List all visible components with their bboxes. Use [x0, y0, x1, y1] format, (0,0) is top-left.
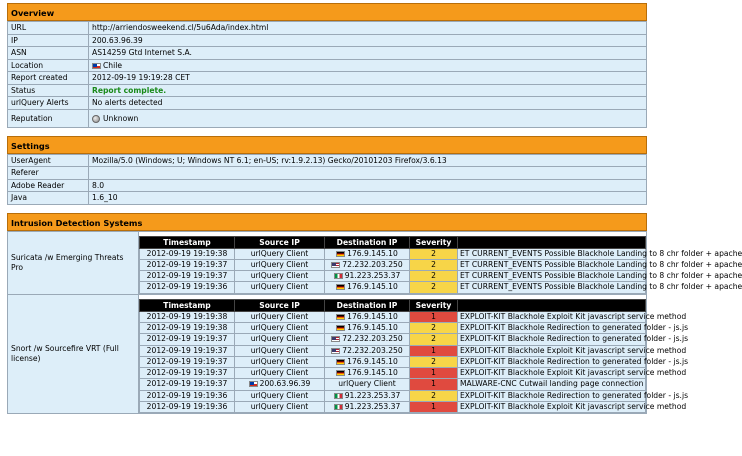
- alert-severity: [410, 345, 458, 356]
- alert-timestamp: [140, 259, 235, 270]
- col-header-source-ip: Source IP: [235, 236, 325, 248]
- alert-source-ip: [235, 311, 325, 322]
- alert-severity: [410, 259, 458, 270]
- alert-timestamp-text: 2012-09-19 19:19:37: [146, 379, 228, 389]
- alert-row: [140, 356, 646, 367]
- alert-destination-ip-text: 91.223.253.37: [344, 390, 401, 400]
- alert-signature-text: EXPLOIT-KIT Blackhole Redirection to generated folder - js.js: [460, 334, 689, 344]
- ids-name-line2: license): [11, 354, 41, 364]
- alert-timestamp-text: 2012-09-19 19:19:37: [146, 259, 228, 269]
- alert-severity-text: 1: [431, 368, 436, 378]
- ids-alerts-cell: [139, 231, 742, 294]
- col-header-timestamp: Timestamp: [140, 236, 235, 248]
- alert-severity: [410, 282, 458, 293]
- us-flag-icon: [331, 262, 340, 268]
- overview-key: IP: [8, 34, 89, 47]
- alert-row: [140, 402, 646, 413]
- alert-timestamp-text: 2012-09-19 19:19:38: [146, 248, 228, 258]
- settings-key: UserAgent: [8, 154, 89, 167]
- alert-signature: [458, 379, 646, 390]
- location-text: Chile: [103, 60, 123, 70]
- alert-signature-text: EXPLOIT-KIT Blackhole Redirection to generated folder - js.js: [460, 390, 689, 400]
- alert-severity: [410, 311, 458, 322]
- alert-timestamp-text: 2012-09-19 19:19:37: [146, 368, 228, 378]
- alert-severity: [410, 334, 458, 345]
- overview-key: Location: [8, 59, 89, 72]
- alert-source-ip-text: urlQuery Client: [250, 282, 309, 292]
- alert-timestamp: [140, 402, 235, 413]
- reputation-text: Unknown: [103, 113, 139, 123]
- alert-severity: [410, 271, 458, 282]
- ip-value: 200.63.96.39: [89, 34, 647, 47]
- alert-source-ip: [235, 282, 325, 293]
- alert-timestamp: [140, 322, 235, 333]
- alert-row: [140, 345, 646, 356]
- col-header-destination-ip: Destination IP: [325, 236, 410, 248]
- alert-timestamp: [140, 356, 235, 367]
- overview-row-report-created: [8, 72, 647, 85]
- alert-timestamp: [140, 248, 235, 259]
- alert-destination-ip: [325, 259, 410, 270]
- alert-severity-text: 1: [431, 402, 436, 412]
- alert-timestamp-text: 2012-09-19 19:19:37: [146, 356, 228, 366]
- alert-destination-ip-text: urlQuery Client: [338, 379, 396, 389]
- adobe-reader-value: 8.0: [89, 179, 647, 192]
- alert-severity-text: 2: [431, 282, 436, 292]
- ids-name-line2: Pro: [11, 262, 24, 272]
- alert-source-ip-text: urlQuery Client: [250, 368, 309, 378]
- de-flag-icon: [336, 370, 345, 376]
- alert-severity: [410, 356, 458, 367]
- report-frame: [7, 3, 742, 456]
- de-flag-icon: [336, 314, 345, 320]
- alert-destination-ip-text: 176.9.145.10: [347, 311, 398, 321]
- col-header-destination-ip: Destination IP: [325, 299, 410, 311]
- alert-timestamp: [140, 379, 235, 390]
- it-flag-icon: [334, 393, 343, 399]
- report-created-value: 2012-09-19 19:19:28 CET: [89, 72, 647, 85]
- overview-table: [7, 21, 647, 128]
- overview-header: Overview: [7, 3, 647, 21]
- col-header-signature: [458, 236, 646, 248]
- alert-signature-text: EXPLOIT-KIT Blackhole Exploit Kit javascript service method: [460, 345, 687, 355]
- overview-row-location: [8, 59, 647, 72]
- url-value: http://arriendosweekend.cl/5u6Ada/index.html: [89, 22, 647, 35]
- alert-destination-ip: [325, 368, 410, 379]
- settings-key: Adobe Reader: [8, 179, 89, 192]
- de-flag-icon: [336, 251, 345, 257]
- alert-destination-ip: [325, 379, 410, 390]
- alert-signature: [458, 311, 687, 322]
- alert-severity-text: 2: [431, 334, 436, 344]
- alert-signature-text: EXPLOIT-KIT Blackhole Redirection to generated folder - js.js: [460, 322, 689, 332]
- location-value: [89, 59, 647, 72]
- overview-row-reputation: [8, 109, 647, 127]
- ids-system-name: [8, 231, 139, 294]
- col-header-source-ip: Source IP: [235, 299, 325, 311]
- alert-source-ip-text: urlQuery Client: [250, 402, 309, 412]
- alert-source-ip-text: urlQuery Client: [250, 356, 309, 366]
- snort-alerts-table: [139, 299, 689, 414]
- overview-key: Status: [8, 84, 89, 97]
- alert-signature-text: EXPLOIT-KIT Blackhole Exploit Kit javascript service method: [460, 368, 687, 378]
- alert-signature: [458, 402, 687, 413]
- alert-source-ip-text: urlQuery Client: [250, 390, 309, 400]
- col-header-timestamp: Timestamp: [140, 299, 235, 311]
- alert-severity: [410, 379, 458, 390]
- alert-signature: [458, 334, 689, 345]
- settings-header: Settings: [7, 136, 647, 154]
- alert-source-ip: [235, 379, 325, 390]
- alert-timestamp: [140, 390, 235, 401]
- referer-value: [89, 167, 647, 180]
- alert-destination-ip-text: 176.9.145.10: [347, 248, 398, 258]
- alert-timestamp-text: 2012-09-19 19:19:36: [146, 390, 228, 400]
- overview-key: Report created: [8, 72, 89, 85]
- alert-signature-text: ET CURRENT_EVENTS Possible Blackhole Landing to 8 chr folder + apache: [460, 248, 742, 258]
- alert-signature: [458, 282, 742, 293]
- alert-source-ip-text: urlQuery Client: [250, 271, 309, 281]
- java-value: 1.6_10: [89, 192, 647, 205]
- alert-signature-text: EXPLOIT-KIT Blackhole Redirection to generated folder - js.js: [460, 356, 689, 366]
- alert-destination-ip-text: 176.9.145.10: [347, 322, 398, 332]
- alert-destination-ip-text: 72.232.203.250: [342, 259, 403, 269]
- alert-destination-ip-text: 91.223.253.37: [344, 402, 401, 412]
- de-flag-icon: [336, 325, 345, 331]
- alert-signature-text: ET CURRENT_EVENTS Possible Blackhole Landing to 8 chr folder + apache: [460, 271, 742, 281]
- alert-source-ip: [235, 322, 325, 333]
- chile-flag-icon: [92, 63, 101, 69]
- us-flag-icon: [331, 348, 340, 354]
- col-header-severity: Severity: [410, 236, 458, 248]
- alert-row: [140, 322, 646, 333]
- ids-system-snort: [8, 294, 647, 414]
- ids-alerts-cell: [139, 294, 689, 414]
- alert-destination-ip: [325, 356, 410, 367]
- reputation-unknown-icon: [92, 115, 100, 123]
- alert-timestamp-text: 2012-09-19 19:19:38: [146, 311, 228, 321]
- alert-source-ip: [235, 345, 325, 356]
- ids-name-line1: Snort /w Sourcefire VRT (Full: [11, 344, 119, 354]
- settings-key: Referer: [8, 167, 89, 180]
- alert-destination-ip: [325, 402, 410, 413]
- overview-row-asn: [8, 47, 647, 60]
- settings-row-java: [8, 192, 647, 205]
- alert-signature: [458, 356, 689, 367]
- alert-source-ip: [235, 368, 325, 379]
- alert-source-ip: [235, 356, 325, 367]
- ids-name-line1: Suricata /w Emerging Threats: [11, 252, 124, 262]
- ids-system-name: [8, 294, 139, 414]
- alert-row: [140, 390, 646, 401]
- alert-destination-ip-text: 176.9.145.10: [347, 356, 398, 366]
- alert-row: [140, 311, 646, 322]
- alert-source-ip: [235, 259, 325, 270]
- alert-signature-text: EXPLOIT-KIT Blackhole Exploit Kit javascript service method: [460, 402, 687, 412]
- settings-row-referer: [8, 167, 647, 180]
- alert-severity: [410, 402, 458, 413]
- asn-value: AS14259 Gtd Internet S.A.: [89, 47, 647, 60]
- overview-key: Reputation: [8, 109, 89, 127]
- alert-row: [140, 248, 646, 259]
- alert-signature-text: ET CURRENT_EVENTS Possible Blackhole Landing to 8 chr folder + apache: [460, 282, 742, 292]
- alert-timestamp-text: 2012-09-19 19:19:36: [146, 402, 228, 412]
- reputation-value: [89, 109, 647, 127]
- col-header-signature: [458, 299, 646, 311]
- alert-timestamp: [140, 282, 235, 293]
- alert-row: [140, 379, 646, 390]
- alert-severity: [410, 248, 458, 259]
- alert-source-ip-text: urlQuery Client: [250, 311, 309, 321]
- overview-key: urlQuery Alerts: [8, 97, 89, 110]
- alert-source-ip-text: urlQuery Client: [250, 259, 309, 269]
- alert-destination-ip-text: 176.9.145.10: [347, 368, 398, 378]
- alert-timestamp-text: 2012-09-19 19:19:38: [146, 322, 228, 332]
- alert-destination-ip-text: 72.232.203.250: [342, 334, 403, 344]
- overview-key: URL: [8, 22, 89, 35]
- alert-severity-text: 2: [431, 322, 436, 332]
- overview-row-ip: [8, 34, 647, 47]
- snort-alert-rows: [140, 311, 689, 413]
- settings-row-useragent: [8, 154, 647, 167]
- overview-row-alerts: [8, 97, 647, 110]
- alert-signature: [458, 345, 687, 356]
- alert-severity-text: 1: [431, 379, 436, 389]
- ids-header: Intrusion Detection Systems: [7, 213, 647, 231]
- alert-destination-ip: [325, 390, 410, 401]
- status-value: Report complete.: [89, 84, 647, 97]
- alert-severity-text: 1: [431, 345, 436, 355]
- settings-key: Java: [8, 192, 89, 205]
- us-flag-icon: [331, 336, 340, 342]
- alert-signature: [458, 248, 742, 259]
- alert-destination-ip-text: 176.9.145.10: [347, 282, 398, 292]
- alert-timestamp-text: 2012-09-19 19:19:36: [146, 282, 228, 292]
- ids-system-suricata: [8, 231, 647, 294]
- alert-source-ip: [235, 334, 325, 345]
- alert-severity-text: 2: [431, 271, 436, 281]
- de-flag-icon: [336, 359, 345, 365]
- alert-destination-ip-text: 91.223.253.37: [344, 271, 401, 281]
- suricata-alert-rows: [140, 248, 742, 293]
- alert-timestamp-text: 2012-09-19 19:19:37: [146, 334, 228, 344]
- alert-destination-ip: [325, 345, 410, 356]
- alert-signature: [458, 271, 742, 282]
- alert-row: [140, 271, 646, 282]
- alert-severity-text: 2: [431, 390, 436, 400]
- ids-table: [7, 231, 742, 415]
- alert-destination-ip: [325, 334, 410, 345]
- de-flag-icon: [336, 284, 345, 290]
- alert-source-ip-text: urlQuery Client: [250, 248, 309, 258]
- overview-row-url: [8, 22, 647, 35]
- alert-severity-text: 2: [431, 259, 436, 269]
- cl-flag-icon: [249, 381, 258, 387]
- alert-timestamp: [140, 311, 235, 322]
- alert-source-ip-text: urlQuery Client: [250, 322, 309, 332]
- alert-source-ip: [235, 248, 325, 259]
- alert-source-ip-text: urlQuery Client: [250, 334, 309, 344]
- overview-row-status: [8, 84, 647, 97]
- alert-signature: [458, 322, 689, 333]
- alert-signature: [458, 259, 742, 270]
- alert-source-ip: [235, 390, 325, 401]
- alert-severity-text: 1: [431, 311, 436, 321]
- alert-source-ip-text: urlQuery Client: [250, 345, 309, 355]
- alert-destination-ip: [325, 322, 410, 333]
- settings-table: [7, 154, 647, 205]
- alert-row: [140, 259, 646, 270]
- alert-severity: [410, 368, 458, 379]
- alert-row: [140, 368, 646, 379]
- alert-signature: [458, 368, 687, 379]
- alert-signature-text: MALWARE-CNC Cutwail landing page connection: [460, 379, 644, 389]
- alert-timestamp: [140, 368, 235, 379]
- it-flag-icon: [334, 404, 343, 410]
- alert-destination-ip: [325, 271, 410, 282]
- alert-severity-text: 2: [431, 356, 436, 366]
- alert-destination-ip: [325, 311, 410, 322]
- alert-timestamp-text: 2012-09-19 19:19:37: [146, 271, 228, 281]
- alert-source-ip: [235, 402, 325, 413]
- useragent-value: Mozilla/5.0 (Windows; U; Windows NT 6.1; en-US; rv:1.9.2.13) Gecko/20101203 Firefox/3.6.13: [89, 154, 647, 167]
- alert-destination-ip: [325, 282, 410, 293]
- settings-row-adobe: [8, 179, 647, 192]
- alert-signature-text: EXPLOIT-KIT Blackhole Exploit Kit javascript service method: [460, 311, 687, 321]
- it-flag-icon: [334, 273, 343, 279]
- suricata-alerts-table: [139, 236, 742, 294]
- alert-timestamp: [140, 345, 235, 356]
- alert-timestamp: [140, 271, 235, 282]
- alert-row: [140, 334, 646, 345]
- alert-timestamp-text: 2012-09-19 19:19:37: [146, 345, 228, 355]
- alert-severity-text: 2: [431, 248, 436, 258]
- alert-signature-text: ET CURRENT_EVENTS Possible Blackhole Landing to 8 chr folder + apache: [460, 259, 742, 269]
- alert-severity: [410, 322, 458, 333]
- overview-key: ASN: [8, 47, 89, 60]
- alert-destination-ip: [325, 248, 410, 259]
- alert-signature: [458, 390, 689, 401]
- alert-destination-ip-text: 72.232.203.250: [342, 345, 403, 355]
- alert-source-ip: [235, 271, 325, 282]
- alert-timestamp: [140, 334, 235, 345]
- alert-source-ip-text: 200.63.96.39: [259, 379, 311, 389]
- col-header-severity: Severity: [410, 299, 458, 311]
- alert-severity: [410, 390, 458, 401]
- alert-row: [140, 282, 646, 293]
- alerts-value: No alerts detected: [89, 97, 647, 110]
